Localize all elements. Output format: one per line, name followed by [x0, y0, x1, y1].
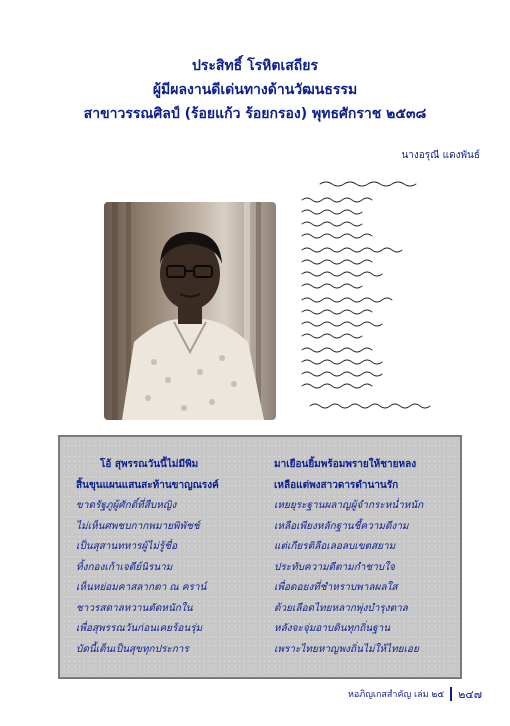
poem-line: ทิ้งกองเก้าเจดีย์นิรนาม [76, 561, 173, 573]
poem-line: บัดนี้เด็นเป็นสุขทุกประการ [76, 643, 189, 655]
portrait-illustration [104, 202, 276, 420]
poem-line: เห็นหย่อมคาสลากตา ณ คราน์ [76, 582, 207, 593]
poem-line: เหลือแต่พงสาวดารดำนานรัก [274, 479, 399, 491]
footer-divider [450, 687, 452, 701]
poem-line: เพราะไทยหาญพงถิ่นไม่ให้ไทยเอย [274, 643, 419, 655]
portrait-photo [104, 202, 276, 420]
poem-line: ประทับความดีตามกำชาบใจ [274, 561, 395, 573]
title-block [40, 54, 470, 126]
poem-line: มาเยือนยิ้มพร้อมพรายให้ชายหลง [274, 459, 417, 470]
page-number: ๒๔๗ [458, 688, 482, 701]
title-name: ประสิทธิ์ โรหิตเสถียร [191, 58, 318, 74]
author-name: นางอรุณี แดงพันธ์ [401, 150, 480, 161]
poem-line: ชาวรสดาลหวานตัดหนักใน [76, 602, 193, 614]
title-award: ผู้มีผลงานดีเด่นทางด้านวัฒนธรรม [152, 82, 358, 98]
poem-line: เพื่อดอยงที่ชำหราบพาลผลใส [274, 582, 398, 593]
poem-box [58, 435, 462, 679]
running-title: หอภิญเกสสำคัญ เล่ม ๒๕ [347, 690, 445, 700]
poem-line: หลังจะจุ่มอาบดินทุกถิ่นฐาน [274, 623, 391, 634]
poem-line: เพื่อสุพรรณวันก่อนเคยร้อนรุ่ม [76, 623, 203, 634]
title-field-year: สาขาวรรณศิลป์ (ร้อยแก้ว ร้อยกรอง) พุทธศักราช ๒๕๓๘ [83, 106, 427, 122]
poem-line: โอ้ สุพรรณวันนี้ไม่มีพิม [100, 459, 199, 470]
poem-line: เป็นสุสานทหารผู้ไม่รู้ชื่อ [76, 541, 178, 552]
poem-line: เหยยุระฐานผลาญผู้จำกระหน่ำหนัก [274, 500, 424, 511]
poem-line: สิ้นขุนแผนแสนสะท้านขาญณรงค์ [76, 479, 219, 491]
poem-line: ขาดรัฐภูผู้ศักดิ์ที่สืบหญิง [76, 500, 177, 511]
poem-line: แต่เกียรติลือเลอลบเขตสยาม [274, 541, 396, 552]
poem-line: ไม่เห็นศพชบกากพมายพิพัชช์ [76, 520, 200, 532]
handwritten-manuscript [290, 176, 470, 424]
poem-line: เหลือเพียงหลักฐานชี้ความดีงาม [274, 520, 409, 532]
poem-line: ด้วยเลือดไทยหลากพุ่งบำรุงตาล [274, 602, 408, 614]
handwriting-scan [290, 176, 470, 424]
page-footer [348, 685, 482, 703]
poem-column-right [274, 455, 459, 660]
poem-column-left [76, 455, 261, 660]
